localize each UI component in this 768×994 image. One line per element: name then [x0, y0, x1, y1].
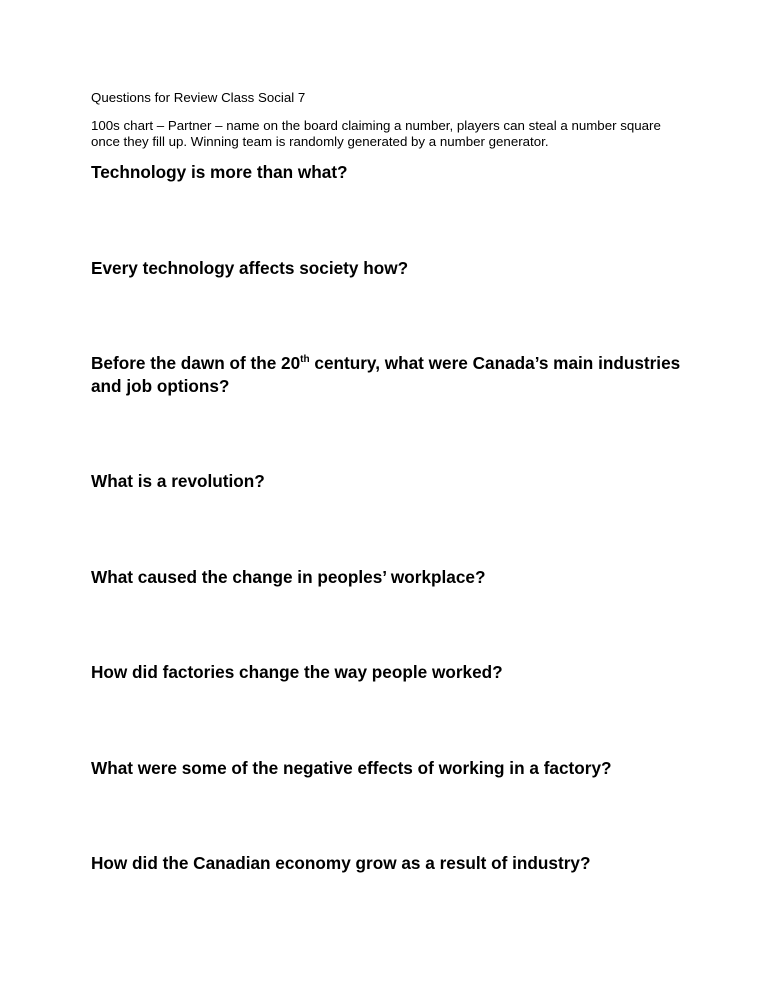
question-2: Every technology affects society how? [91, 258, 409, 278]
document-title: Questions for Review Class Social 7 [91, 90, 306, 105]
question-3-superscript: th [300, 354, 310, 365]
intro-paragraph: 100s chart – Partner – name on the board claiming a number, players can steal a number square once they fill up. Winning team is randomly generated by a number generator. [91, 118, 661, 149]
question-3-part-2: century, what were Canada’s main industries and job options? [91, 353, 681, 396]
question-6: How did factories change the way people worked? [91, 662, 503, 682]
question-7: What were some of the negative effects of working in a factory? [91, 758, 612, 778]
question-1: Technology is more than what? [91, 162, 348, 182]
question-3 [91, 352, 681, 398]
question-4: What is a revolution? [91, 471, 265, 491]
question-3-part-1: Before the dawn of the 20 [91, 353, 301, 373]
question-8: How did the Canadian economy grow as a result of industry? [91, 853, 591, 873]
question-5: What caused the change in peoples’ workplace? [91, 567, 486, 587]
